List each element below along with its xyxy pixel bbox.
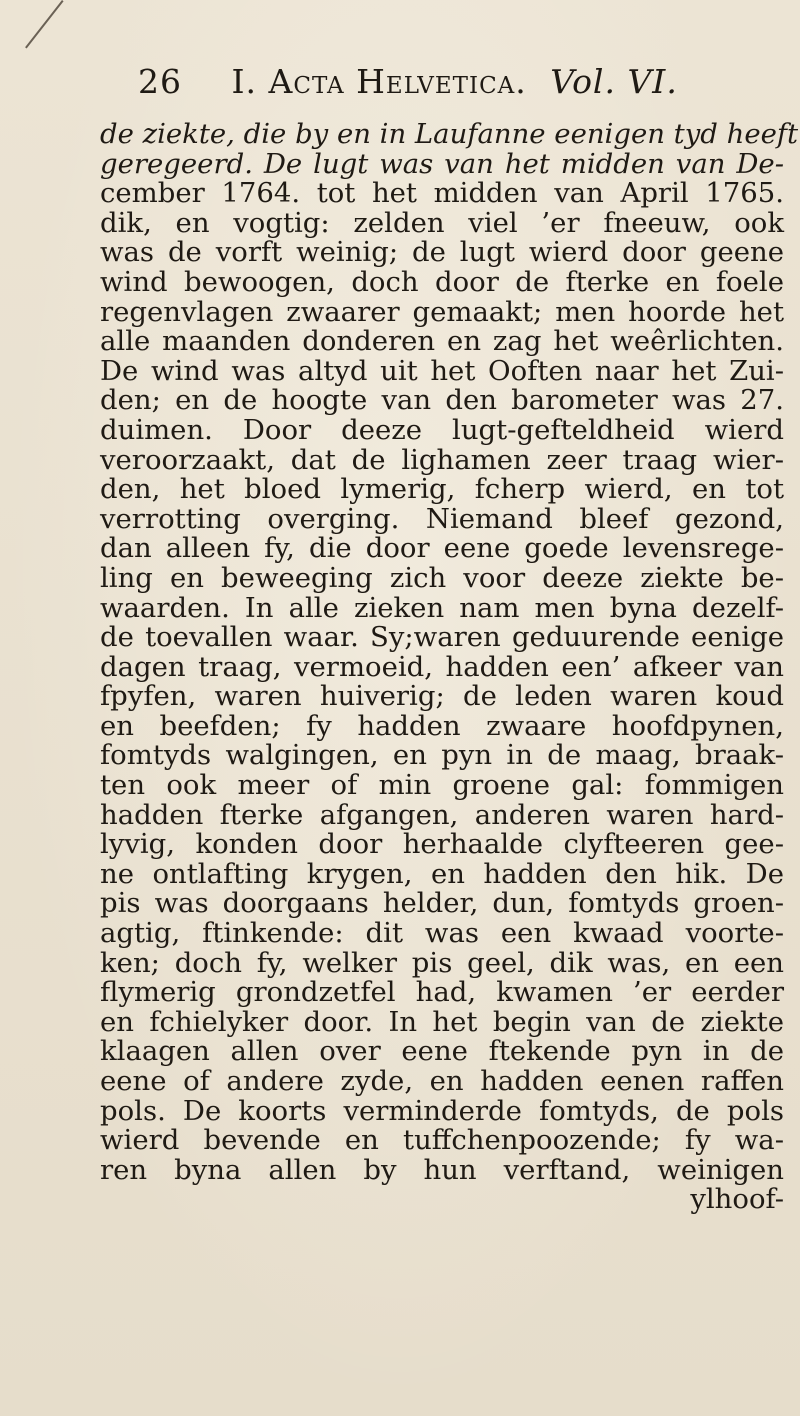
text-line: wierd bevende en tuffchenpoozende; fy wa- [100,1124,784,1157]
body-text [100,118,799,1216]
text-line: hadden fterke afgangen, anderen waren hard- [100,798,784,831]
text-line: De wind was altyd uit het Ooften naar het Zui- [100,354,784,387]
text-line: was de vorft weinig; de lugt wierd door geene [100,236,784,269]
text-line: pis was doorgaans helder, dun, fomtyds groen- [100,887,784,920]
text-line: ne ontlafting krygen, en hadden den hik. De [100,857,784,890]
text-line: den; en de hoogte van den barometer was 27. [100,384,784,417]
page-number: 26 [138,62,182,101]
catchword-line: ylhoof- [690,1183,784,1216]
text-line: den, het bloed lymerig, fcherp wierd, en tot [100,473,784,506]
volume-label: Vol. VI. [550,62,678,101]
text-line: klaagen allen over eene ftekende pyn in de [100,1035,784,1068]
text-line: regenvlagen zwaarer gemaakt; men hoorde het [100,295,784,328]
text-line: waarden. In alle zieken nam men byna dezelf- [100,591,784,624]
text-line: eene of andere zyde, en hadden eenen raffen [100,1065,784,1097]
text-line: flymerig grondzetfel had, kwamen ’er eerder [100,976,784,1009]
text-line: de ziekte, die by en in Laufanne eenigen tyd heeft [100,118,799,150]
text-line: ken; doch fy, welker pis geel, dik was, en een [100,946,784,979]
text-line: lyvig, konden door herhaalde clyfteeren gee- [100,828,784,861]
page-corner-mark [25,0,64,49]
text-line: en beefden; fy hadden zwaare hoofdpynen, [100,709,784,742]
text-line: ten ook meer of min groene gal: fommigen [100,769,784,802]
text-line: alle maanden donderen en zag het weêrlichten. [100,325,784,358]
text-line: duimen. Door deeze lugt-gefteldheid wierd [100,413,784,446]
text-line: veroorzaakt, dat de lighamen zeer traag wier- [100,443,784,476]
text-line: de toevallen waar. Sy;waren geduurende eenige [100,621,784,654]
journal-title: I. Acta Helvetica. [231,62,527,101]
text-line: ling en beweeging zich voor deeze ziekte be- [100,561,784,594]
text-line: ren byna allen by hun verftand, weinigen [100,1153,784,1186]
text-line: verrotting overging. Niemand bleef gezond, [100,502,784,535]
text-line: pols. De koorts verminderde fomtyds, de pols [100,1094,784,1127]
text-line: dan alleen fy, die door eene goede levensrege- [100,532,784,565]
text-line: en fchielyker door. In het begin van de ziekte [100,1005,784,1038]
text-line: fomtyds walgingen, en pyn in de maag, braak- [100,739,784,772]
text-line: fpyfen, waren huiverig; de leden waren koud [100,680,784,713]
text-line: dik, en vogtig: zelden viel ’er fneeuw, ook [100,206,784,239]
text-line: dagen traag, vermoeid, hadden een’ afkeer van [100,650,784,683]
text-line: cember 1764. tot het midden van April 1765. [100,177,784,210]
text-line: agtig, ftinkende: dit was een kwaad voorte- [100,917,784,950]
text-line: geregeerd. De lugt was van het midden van De- [100,147,784,180]
text-line: wind bewoogen, doch door de fterke en foele [100,265,784,298]
running-header [138,62,698,112]
